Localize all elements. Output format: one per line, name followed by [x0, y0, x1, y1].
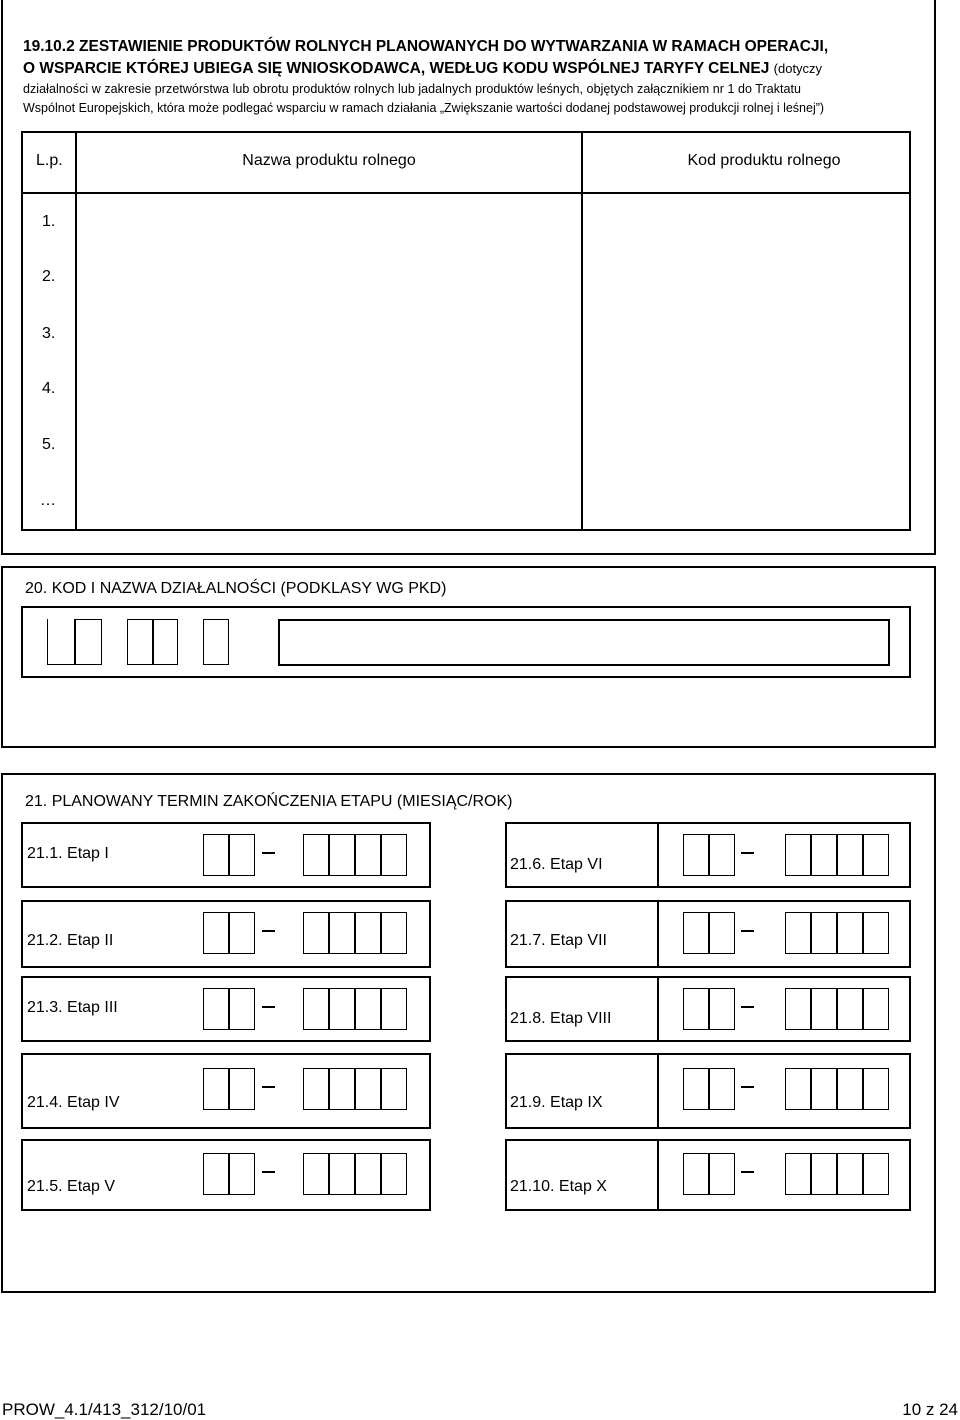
stage-1-label: 21.1. Etap I	[27, 845, 109, 862]
stage-10-date-dash	[741, 1171, 754, 1173]
header-product-name: Nazwa produktu rolnego	[242, 152, 416, 169]
pkd-code-digit-3[interactable]	[127, 619, 153, 665]
stage-2-month-digit-2[interactable]	[229, 912, 255, 954]
stage-4-month-digit-2[interactable]	[229, 1068, 255, 1110]
stage-9-year-digit-1[interactable]	[785, 1068, 811, 1110]
table-row-5-number: 5.	[42, 436, 56, 453]
stage-1-date-dash	[262, 852, 275, 854]
stage-2-year-digit-4[interactable]	[381, 912, 407, 954]
stage-9-year-digit-4[interactable]	[863, 1068, 889, 1110]
table-row-2-number: 2.	[42, 268, 56, 285]
stage-9-year-digit-3[interactable]	[837, 1068, 863, 1110]
stage-4-label: 21.4. Etap IV	[27, 1094, 120, 1111]
stage-10-year-digit-4[interactable]	[863, 1153, 889, 1195]
stage-10-year-digit-2[interactable]	[811, 1153, 837, 1195]
stage-7-date-dash	[741, 930, 754, 932]
section-19-title-line1: 19.10.2 ZESTAWIENIE PRODUKTÓW ROLNYCH PLANOWANYCH DO WYTWARZANIA W RAMACH OPERACJI,	[23, 38, 829, 55]
pkd-name-field[interactable]	[278, 619, 890, 666]
product-table-col-divider-1	[75, 131, 77, 531]
pkd-code-digit-2[interactable]	[75, 619, 102, 665]
stage-4-date-dash	[262, 1086, 275, 1088]
stage-10-label: 21.10. Etap X	[510, 1178, 607, 1195]
stage-5-year-digit-2[interactable]	[329, 1153, 355, 1195]
stage-7-month-digit-1[interactable]	[683, 912, 709, 954]
stage-2-label: 21.2. Etap II	[27, 932, 114, 949]
stage-10-month-digit-1[interactable]	[683, 1153, 709, 1195]
stage-3-year-digit-3[interactable]	[355, 988, 381, 1030]
product-table-col-divider-2	[581, 131, 583, 531]
stage-9-month-digit-1[interactable]	[683, 1068, 709, 1110]
stage-3-date-dash	[262, 1006, 275, 1008]
section-19-title-line3: działalności w zakresie przetwórstwa lub obrotu produktów rolnych lub jadalnych produktów leśnych, objętych załącznikiem nr 1 do Traktatu	[23, 82, 802, 96]
stage-6-month-digit-1[interactable]	[683, 834, 709, 876]
section-19-title-line2	[23, 60, 822, 78]
stage-7-year-digit-3[interactable]	[837, 912, 863, 954]
stage-3-label: 21.3. Etap III	[27, 999, 118, 1016]
stage-1-year-digit-4[interactable]	[381, 834, 407, 876]
stage-8-separator	[657, 976, 659, 1042]
table-row-3-number: 3.	[42, 325, 56, 342]
stage-4-year-digit-2[interactable]	[329, 1068, 355, 1110]
product-table-header-divider	[21, 192, 911, 194]
stage-3-year-digit-1[interactable]	[303, 988, 329, 1030]
stage-3-month-digit-2[interactable]	[229, 988, 255, 1030]
stage-2-year-digit-3[interactable]	[355, 912, 381, 954]
stage-9-label: 21.9. Etap IX	[510, 1094, 603, 1111]
stage-8-month-digit-2[interactable]	[709, 988, 735, 1030]
stage-9-date-dash	[741, 1086, 754, 1088]
stage-8-month-digit-1[interactable]	[683, 988, 709, 1030]
stage-1-month-digit-1[interactable]	[203, 834, 229, 876]
stage-9-separator	[657, 1053, 659, 1129]
stage-7-month-digit-2[interactable]	[709, 912, 735, 954]
stage-5-year-digit-3[interactable]	[355, 1153, 381, 1195]
stage-4-year-digit-3[interactable]	[355, 1068, 381, 1110]
stage-8-date-dash	[741, 1006, 754, 1008]
stage-2-year-digit-2[interactable]	[329, 912, 355, 954]
pkd-code-digit-4[interactable]	[153, 619, 178, 665]
stage-3-month-digit-1[interactable]	[203, 988, 229, 1030]
stage-6-month-digit-2[interactable]	[709, 834, 735, 876]
stage-10-separator	[657, 1139, 659, 1211]
stage-7-year-digit-1[interactable]	[785, 912, 811, 954]
stage-8-year-digit-4[interactable]	[863, 988, 889, 1030]
stage-5-label: 21.5. Etap V	[27, 1178, 116, 1195]
stage-6-label: 21.6. Etap VI	[510, 856, 603, 873]
section-21-title: 21. PLANOWANY TERMIN ZAKOŃCZENIA ETAPU (MIESIĄC/ROK)	[25, 793, 513, 810]
header-product-code: Kod produktu rolnego	[687, 152, 841, 169]
section-19-title-line2-main: O WSPARCIE KTÓREJ UBIEGA SIĘ WNIOSKODAWCA, WEDŁUG KODU WSPÓLNEJ TARYFY CELNEJ	[23, 60, 770, 77]
stage-4-year-digit-4[interactable]	[381, 1068, 407, 1110]
table-row-4-number: 4.	[42, 380, 56, 397]
stage-9-month-digit-2[interactable]	[709, 1068, 735, 1110]
stage-7-label: 21.7. Etap VII	[510, 932, 607, 949]
pkd-code-digit-1[interactable]	[47, 619, 75, 665]
stage-8-year-digit-3[interactable]	[837, 988, 863, 1030]
stage-5-year-digit-4[interactable]	[381, 1153, 407, 1195]
stage-1-year-digit-2[interactable]	[329, 834, 355, 876]
stage-3-year-digit-2[interactable]	[329, 988, 355, 1030]
stage-5-date-dash	[262, 1171, 275, 1173]
stage-7-separator	[657, 900, 659, 968]
stage-1-year-digit-3[interactable]	[355, 834, 381, 876]
table-row-1-number: 1.	[42, 213, 56, 230]
footer-doc-code: PROW_4.1/413_312/10/01	[2, 1400, 207, 1419]
stage-6-date-dash	[741, 852, 754, 854]
stage-7-year-digit-2[interactable]	[811, 912, 837, 954]
stage-5-month-digit-2[interactable]	[229, 1153, 255, 1195]
stage-4-year-digit-1[interactable]	[303, 1068, 329, 1110]
footer-page-number: 10 z 24	[902, 1400, 958, 1419]
stage-6-year-digit-3[interactable]	[837, 834, 863, 876]
stage-7-year-digit-4[interactable]	[863, 912, 889, 954]
stage-8-year-digit-1[interactable]	[785, 988, 811, 1030]
table-row-ellipsis: …	[40, 492, 56, 509]
stage-9-year-digit-2[interactable]	[811, 1068, 837, 1110]
stage-5-month-digit-1[interactable]	[203, 1153, 229, 1195]
stage-10-year-digit-1[interactable]	[785, 1153, 811, 1195]
section-20-title: 20. KOD I NAZWA DZIAŁALNOŚCI (PODKLASY WG PKD)	[25, 580, 447, 597]
stage-2-date-dash	[262, 930, 275, 932]
section-19-title-line2-tail: (dotyczy	[773, 61, 823, 76]
stage-6-year-digit-2[interactable]	[811, 834, 837, 876]
section-19-title-line4: Wspólnot Europejskich, która może podlegać wsparciu w ramach działania „Zwiększanie wartości dodanej podstawowej produkcji rolnej i leśnej”)	[23, 101, 825, 115]
pkd-code-digit-5[interactable]	[203, 619, 229, 665]
stage-10-year-digit-3[interactable]	[837, 1153, 863, 1195]
stage-1-month-digit-2[interactable]	[229, 834, 255, 876]
header-lp: L.p.	[36, 152, 63, 169]
stage-6-year-digit-4[interactable]	[863, 834, 889, 876]
stage-4-month-digit-1[interactable]	[203, 1068, 229, 1110]
stage-6-separator	[657, 822, 659, 888]
stage-8-year-digit-2[interactable]	[811, 988, 837, 1030]
stage-3-year-digit-4[interactable]	[381, 988, 407, 1030]
stage-5-year-digit-1[interactable]	[303, 1153, 329, 1195]
stage-8-label: 21.8. Etap VIII	[510, 1010, 612, 1027]
stage-1-year-digit-1[interactable]	[303, 834, 329, 876]
product-table	[21, 131, 911, 531]
stage-10-month-digit-2[interactable]	[709, 1153, 735, 1195]
stage-2-year-digit-1[interactable]	[303, 912, 329, 954]
stage-2-month-digit-1[interactable]	[203, 912, 229, 954]
stage-6-year-digit-1[interactable]	[785, 834, 811, 876]
